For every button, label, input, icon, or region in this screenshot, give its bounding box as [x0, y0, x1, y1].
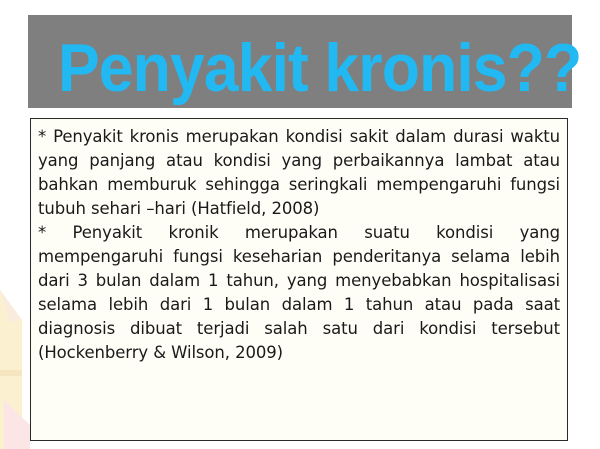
slide-title: Penyakit kronis?? [58, 30, 582, 106]
definition-paragraph-hatfield: * Penyakit kronis merupakan kondisi sakit dalam durasi waktu yang panjang atau kondisi yang perbaikannya lambat atau bahkan memburuk sehingga seringkali mempengaruhi fungsi tubuh sehari –hari (Hatfield, 2008) [38, 127, 560, 218]
content-box [30, 118, 568, 441]
title-bar [28, 15, 582, 108]
definition-paragraph-hockenberry: * Penyakit kronik merupakan suatu kondisi yang mempengaruhi fungsi keseharian penderitanya selama lebih dari 3 bulan dalam 1 tahun, yang menyebabkan hospitalisasi selama lebih dari 1 bulan dalam 1 tahun atau pada saat diagnosis dibuat terjadi salah satu dari kondisi tersebut (Hockenberry & Wilson, 2009) [38, 223, 560, 362]
